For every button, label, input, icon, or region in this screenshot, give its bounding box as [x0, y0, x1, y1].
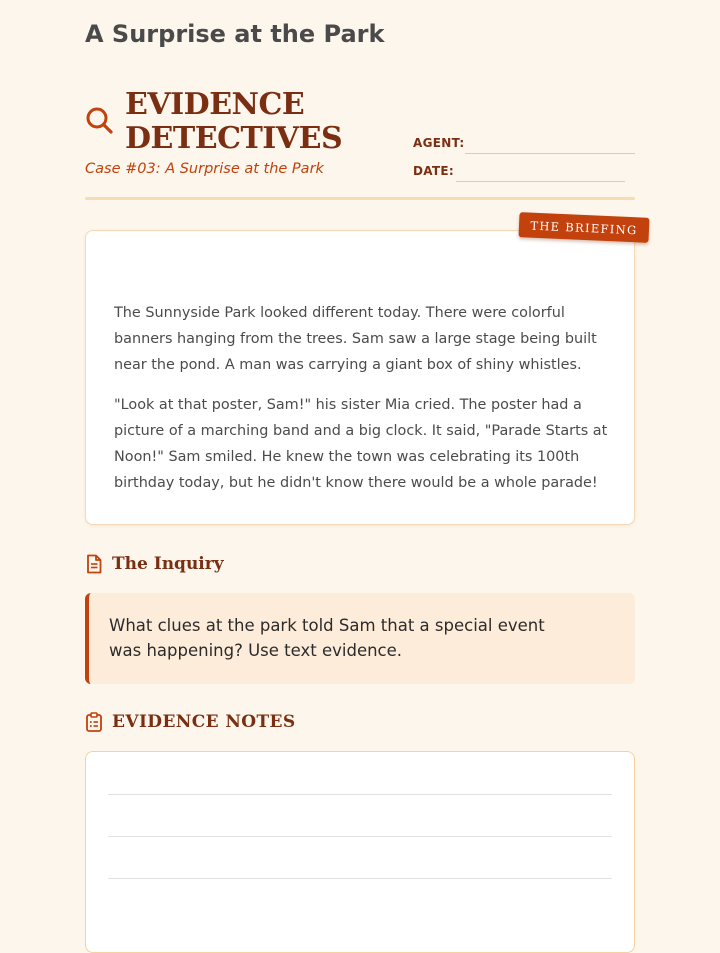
- inquiry-question: What clues at the park told Sam that a special event was happening? Use text evidence.: [85, 593, 635, 684]
- magnifier-icon: [85, 106, 113, 134]
- agent-label: AGENT:: [413, 136, 465, 150]
- story-text: [114, 300, 608, 510]
- date-label: DATE:: [413, 164, 454, 178]
- inquiry-heading-text: The Inquiry: [112, 554, 224, 574]
- case-label: Case #03: A Surprise at the Park: [85, 161, 324, 177]
- story-paragraph: "Look at that poster, Sam!" his sister Mia cried. The poster had a picture of a marching band and a big clock. It said, "Parade Starts at Noon!" Sam smiled. He knew the town was celebrating its 100th birthday today, but he didn't know there would be a whole parade!: [114, 397, 608, 491]
- briefing-tag: THE BRIEFING: [519, 212, 650, 243]
- date-line[interactable]: [456, 181, 625, 182]
- notes-heading: [85, 712, 296, 732]
- agent-field[interactable]: [413, 136, 465, 150]
- evidence-notes-area[interactable]: [85, 751, 635, 953]
- inquiry-heading: [85, 554, 224, 574]
- writing-line: [108, 836, 612, 837]
- app-title: EVIDENCE DETECTIVES: [125, 87, 343, 156]
- writing-line: [108, 794, 612, 795]
- worksheet-page: [85, 0, 638, 932]
- story-title: A Surprise at the Park: [85, 19, 385, 48]
- clipboard-icon: [85, 712, 103, 732]
- notes-heading-text: EVIDENCE NOTES: [112, 712, 296, 732]
- agent-line[interactable]: [465, 153, 635, 154]
- writing-line: [108, 878, 612, 879]
- document-icon: [85, 554, 103, 574]
- header-divider: [85, 197, 635, 200]
- date-field[interactable]: [413, 164, 454, 178]
- story-paragraph: The Sunnyside Park looked different today. There were colorful banners hanging from the trees. Sam saw a large stage being built near the pond. A man was carrying a giant box of shiny whistles.: [114, 305, 597, 373]
